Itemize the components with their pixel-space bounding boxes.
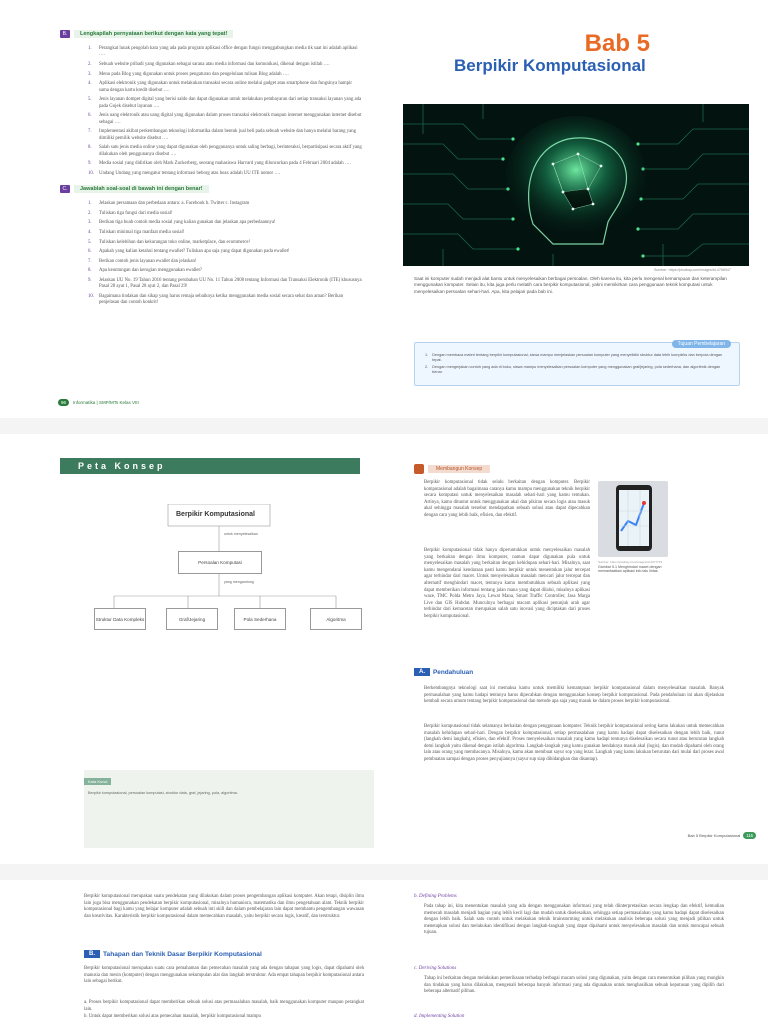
question-b-item [88,129,363,142]
question-c-item-text: Berikan tiga buah contoh media sosial yang kalian gunakan dan jelaskan apa perbedaannya! [99,220,276,226]
chapter-number: Bab 5 [584,30,650,57]
question-b-item-number: 4. [88,81,92,87]
concept-map-header: Peta Konsep [60,458,360,474]
objective-item-number: 1. [425,353,429,357]
question-c-item-number: 3. [88,220,92,226]
question-b-item-text: Menu pada Blog yang digunakan untuk proses pengaturan dan pengelolaan tulisan Blog adalah …. [99,71,289,77]
question-b-item-number: 8. [88,145,92,151]
question-list-c [88,201,363,307]
question-c-item-text: Berikan contoh jenis layanan ewallet dan jelaskan! [99,258,197,264]
section-b-number: B. [60,30,70,38]
question-c-item-text: Bagaimana tindakan dan sikap yang harus remaja sebaiknya ketika menggunakan media sosial secara sehat dan aman? Berikan penjelasan dan contoh konkrit! [99,293,344,306]
building-concept-page [384,434,768,864]
subtitle-deriving-solutions: c. Deriving Solutions [414,966,457,971]
concept-map-leaf-4: Algoritma [310,608,362,630]
section-c-number: C. [60,185,70,193]
concept-map-middle: Persoalan Komputasi [178,551,262,574]
phone-navigation-illustration [598,481,668,557]
question-b-item [88,72,363,78]
question-c-item-text: Jelaskan persamaan dan perbedaan antara: a. Facebook b. Twitter c. Instagram [99,201,250,207]
concept-map-leaf-1: Struktur Data Kompleks [94,608,146,630]
objective-item [425,365,731,375]
footer-right-text: Bab 5 Berpikir Komputasional [687,833,741,838]
question-c-item [88,220,363,226]
stages-list-a: a. Proses berpikir komputasional dapat memberikan sebuah solusi atas permasalahan masalah, baik menggunakan komputer maupun perangkat lain. [84,1000,364,1012]
question-c-item-number: 7. [88,258,92,264]
chapter-cover-page [384,0,768,418]
footer-text: Informatika | SMP/MTs Kelas VIII [73,400,139,405]
objective-item-text: Dengan mengerjakan contoh yang ada di buku, siswa mampu menyelesaikan persoalan komputer yang menggunakan graf/jejaring, pola sederhana, dan algoritmik dengan benar. [432,365,721,374]
learning-objectives-list [425,353,731,375]
question-b-item-text: Salah satu jenis media online yang dapat digunakan oleh penggunanya untuk saling berbagi, berinteraksi, berpartisipasi secara aktif yang dilakukan oleh penggunanya disebut …. [99,145,362,157]
question-c-item-text: Tuliskan tiga fungsi dari media sosial! [99,210,173,216]
question-b-item-number: 5. [88,97,92,103]
question-c-item [88,230,363,236]
building-concept-header [414,464,490,474]
question-c-item [88,278,363,291]
question-b-item-number: 2. [88,62,92,67]
page-exercises [0,0,384,418]
stages-page [0,880,384,1024]
question-c-item-number: 1. [88,201,92,207]
question-b-item-text: Aplikasi elektronik yang digunakan untuk melakukan transaksi secara online melalui gadget atau smartphone dan fungsinya hampir sama dengan kartu kredit disebut …. [99,81,352,93]
question-b-item [88,81,363,94]
objective-item-text: Dengan membaca materi tentang berpikir komputasional, siswa mampu menjelaskan persoalan komputer yang menyelidiki struktur data lebih kompleks dan berpola dengan tepat. [432,353,723,362]
question-c-item-number: 9. [88,277,92,283]
question-b-item [88,161,363,167]
question-b-item [88,113,363,126]
paragraph-2 [424,548,724,621]
question-b-item-text: Implementasi akibat perkembangan teknologi informatika dalam bentuk jual beli pada sebuah website dan hanya melalui barang yang dimiliki pemilik website disebut …. [99,129,357,141]
stages-paragraph-1: Berpikir komputasional merupakan suatu pendekatan yang dilakukan dalam proses pengembangan aplikasi komputer. Akan tetapi, disiplin ilmu lain juga bisa menggunakan pendekatan berpikir komputasional, misalnya humaniora, matematika dan ilmu pengetahuan alam. Teknik berpikir komputasional bagi kamu yang belajar komputer adalah sebuah inti skill dan dalam pembelajaran lain dapat membantu pengembangan wawasan dan kreativitas. Karakteristik berpikir komputasional dalam memecahkan masalah, yaitu berpikir secara logis, kreatif, dan terstruktur. [84,894,364,919]
question-b-item [88,97,363,110]
question-c-item-text: Apakah yang kalian ketahui tentang ewallet? Tuliskan apa saja yang dapat digunakan pada ewallet! [99,249,290,255]
keywords-header: Kata Kunci [84,778,111,785]
stages-paragraph-2: Berpikir komputasional merupakan suatu cara pemahaman dan pemecahan masalah yang ada dengan tahapan yang logis, dapat dipahami oleh manusia dan mesin (komputer) dengan menggunakan sekumpulan alat dan langkah terstruktur. Ada empat tahapan berpikir komputasional antara lain sebagai berikut. [84,966,364,985]
page-number: 96 [58,399,69,406]
deriving-solutions-text: Tahap ini berkaitan dengan melakukan pemeriksaan terhadap berbagai macam solusi yang digunakan, yaitu dengan cara menentukan pilihan yang mungkin dan tindakan yang harus dilakukan, mengenali beberapa banyak informasi yang ada digunakan untuk menghasilkan sebuah keputusan yang dipilih dari beberapa alternatif pilihan. [424,976,724,995]
question-c-item-number: 8. [88,268,92,274]
paragraph-3: Berkembangnya teknologi saat ini memaksa kamu untuk memiliki kemampuan berpikir komputasional dalam menyelesaikan masalah. Banyak permasalahan yang kamu hadapi tentunya harus dipecahkan dengan menggunakan konsep berpikir komputasional. Pada pendahuluan ini akan dijelaskan kembali secara umum tentang berpikir komputasional dan metode apa saja yang masuk ke dalam proses berpikir komputasional. [424,686,724,705]
page-footer [58,399,139,406]
keywords-text: Berpikir komputasional, persoalan komputasi, struktur data, graf, jejaring, pola, algoritma. [88,791,238,795]
question-b-item-number: 1. [88,46,92,51]
concept-map-page [0,434,384,864]
question-c-item-text: Jelaskan UU No. 19 Tahun 2016 tentang perubahan UU No. 11 Tahun 2008 tentang Informasi dan Transaksi Elektronik (ITE) khususnya Pasal 28 ayat 1, Pasal 28 ayat 2, dan Pasal 29! [99,277,362,290]
section-b-title: Tahapan dan Teknik Dasar Berpikir Komputasional [103,950,262,958]
question-b-item-number: 3. [88,71,92,77]
question-c-item-number: 6. [88,249,92,255]
concept-map-leaf-2: Graf/Jejaring [166,608,218,630]
question-c-item [88,268,363,274]
question-b-item-text: Sebuah website pribadi yang digunakan sebagai sarana atau media informasi dan komunikasi, dikenal dengan istilah …. [99,62,330,67]
subtitle-implementing-solution: d. Implementing Solution [414,1014,465,1019]
question-c-item-number: 2. [88,210,92,216]
question-c-item-text: Apa keuntungan dan kerugian menggunakan ewallet? [99,268,202,274]
section-b-header [60,30,384,38]
question-b-item [88,171,363,177]
chapter-title: Berpikir Komputasional [454,56,646,75]
question-b-item-number: 7. [88,129,92,135]
question-c-item [88,201,363,207]
question-c-item [88,211,363,217]
building-concept-label: Membangun Konsep [428,465,490,473]
learning-objectives-header: Tujuan Pembelajaran [672,340,731,348]
question-b-item-text: Undang Undang yang mengatur tentang informasi beborg atas hoax adalah UU ITE nomor …. [99,170,281,176]
question-c-item [88,259,363,265]
question-b-item-number: 6. [88,113,92,119]
section-b-letter: B. [84,950,100,958]
question-b-item-number: 10. [88,170,94,176]
stages-page-right [384,880,768,1024]
question-list-b [88,46,363,177]
section-c-label: Jawablah soal-soal di bawah ini dengan benar! [74,185,209,193]
footer-right-page: 115 [743,832,756,839]
question-c-item [88,240,363,246]
concept-map-leaf-3: Pola Sederhana [234,608,286,630]
phone-map-photo [598,481,668,557]
cover-source: Sumber: https://pixabay.com/images/id-4768947 [654,268,731,272]
question-b-item-text: Jenis uang elektronik atau uang digital yang digunakan dalam proses transaksi elektronik maupun internet menggunakan internet disebut sebagai …. [99,113,362,125]
objective-item-number: 2. [425,365,429,369]
cover-image [403,104,749,266]
question-c-item [88,249,363,255]
question-c-item-number: 5. [88,239,92,245]
question-c-item-text: Tuliskan minimal tiga manfaat media sosial! [99,229,185,235]
brain-circuit-illustration [403,104,749,266]
question-b-item-text: Media sosial yang didirikan oleh Mark Zuckerberg, seorang mahasiswa Harvard yang diluncurkan pada 4 Februari 2004 adalah …. [99,161,351,167]
chapter-intro: Saat ini komputer sudah menjadi alat bantu untuk menyelesaikan berbagai persoalan. Oleh karena itu, kita perlu mengenal kemampuan dan keterampilan menggunakan komputer. Selain itu, kita juga perlu melatih cara berpikir komputasional, yakni memikirkan cara penggunaan teknik komputasi untuk menyelesaikan persoalan sehari-hari. Apa, kita pelajari pada bab ini. [414,276,727,294]
concept-map-root: Berpikir Komputasional [176,511,255,518]
objective-item [425,353,731,363]
section-a-header [414,668,473,676]
paragraph-2-text: Berpikir komputasional tidak hanya diperuntukkan untuk menyelesaikan masalah yang berkaitan dengan ilmu komputer, namun dapat digunakan pula untuk menyelesaikan masalah yang berkaitan dengan kehidupan sehari-hari. Misalnya, saat kamu mengendarai kendaraan pasti kamu berpikir untuk menentukan jalur tercepat agar terhindar dari macet. Untuk menyelesaikan masalah mencari jalur tercepat dan alternatif menghindari macet, tentunya kamu membutuhkan sebuah aplikasi yang dapat memberikan informasi tentang jalan mana yang dapat dilalui, misalnya aplikasi waze, TMC Polda Metro Jaya, Lewat Mana, Smart Traffic Controller, Jasa Marga Live dan GIS Hubdat. Munculnya berbagai macam aplikasi penunjuk arah agar terhindar dari kemacetan merupakan salah satu inovasi yang diciptakan dari proses berpikir komputasional. [424,548,590,619]
question-b-item [88,62,363,68]
section-a-letter: A. [414,668,430,676]
figure-source: Sumber: https://pixabay.com/images/id-4077719 [598,560,663,564]
question-c-item [88,294,363,307]
link-label-2: yang mengandung [224,580,254,584]
question-b-item-text: Jenis layanan dompet digital yang berisi saldo dan dapat digunakan untuk melakukan pembayaran dari setiap transaksi layanan yang ada pada Gojek disebut layanan …. [99,97,362,109]
learning-objectives-box [414,342,740,386]
question-c-item-number: 10. [88,293,94,299]
subtitle-defining-problems: b. Defining Problems [414,894,457,899]
section-c-header [60,185,384,193]
question-b-item-text: Perangkat lunak pengolah kata yang ada pada program aplikasi office dengan fungsi menggabungkan media tik saat ini adalah aplikasi …. [99,46,358,58]
figure-caption-text: Gambar 5.1 Menghindari macet dengan memanfaatkan aplikasi info lalu lintas. [598,564,662,574]
section-b-title-header [84,950,262,958]
paragraph-1: Berpikir komputasional tidak selalu berkaitan dengan komputer. Berpikir komputasional adalah bagaimana caranya kamu mampu menggunakan teknik berpikir secara komputasi untuk menyelesaikan masalah sehari-hari yang kamu temukan. Artinya, kamu dituntut untuk menggunakan akal dan pikiran secara logis atau masuk akal sehingga masalah tersebut mendapatkan sebuah solusi atau dapat dipecahkan dengan cara yang lebih baik, efisien, dan efektif. [424,480,590,518]
question-c-item-number: 4. [88,229,92,235]
defining-problems-text: Pada tahap ini, kita menentukan masalah yang ada dengan menggunakan informasi yang telah diinterpretasikan secara lengkap dan efektif, kemudian memecah masalah menjadi bagian yang lebih kecil lagi dan mudah untuk diselesaikan, sehingga setiap permasalahan yang kamu hadapi dapat diselesaikan dengan lebih baik. Salah satu contoh untuk melakukan teknik brainstorming untuk melakukan analisis beberapa solusi yang menjadi pilihan untuk menetapkan solusi dan melakukan identifikasi dengan langkah-langkah yang dapat dipahami untuk menyelesaikan masalah dan untuk mencapai sebuah tujuan. [424,904,724,936]
question-b-item-number: 9. [88,161,92,167]
section-b-label: Lengkapilah pernyataan berikut dengan kata yang tepat! [74,30,233,38]
page-footer-right [688,832,756,839]
question-b-item [88,46,363,59]
section-a-title: Pendahuluan [433,668,474,676]
link-label-1: untuk menyelesaikan [224,532,258,536]
paragraph-4: Berpikir komputasional tidak selamanya berkaitan dengan penggunaan komputer. Teknik berpikir komputasional sering kamu lakukan untuk memecahkan masalah kehidupan sehari-hari. Dengan berpikir komputasional, setiap permasalahan yang kamu hadapi dapat diselesaikan dengan lebih baik, runut (langkah demi langkah), efisien, dan efektif. Proses menyelesaikan masalah yang kamu hadapi tentunya diselesaikan secara runut atau berurutan langkah demi langkah yaitu dikenal dengan istilah algoritma. Langkah-langkah yang kamu gunakan hendaknya masuk akal (logis), dan mudah dipahami oleh orang lain atau orang yang membacanya. Misalnya, kamu akan membuat sayur sop yang lezat. Langkah yang kamu lakukan berurutan dari mulai dari proses awal pembuatan sampai dengan proses penyajiannya (sayur sup siap dihidangkan dan disantap). [424,724,724,762]
question-c-item-text: Tuliskan kelebihan dan kekurangan toko online, marketplace, dan ecommerce! [99,239,251,245]
keywords-box [84,770,374,848]
stages-list-b: b. Untuk dapat memberikan solusi atas pemecahan masalah, berpikir komputasional mampu [84,1014,261,1019]
question-b-item [88,145,363,158]
concept-icon [414,464,424,474]
